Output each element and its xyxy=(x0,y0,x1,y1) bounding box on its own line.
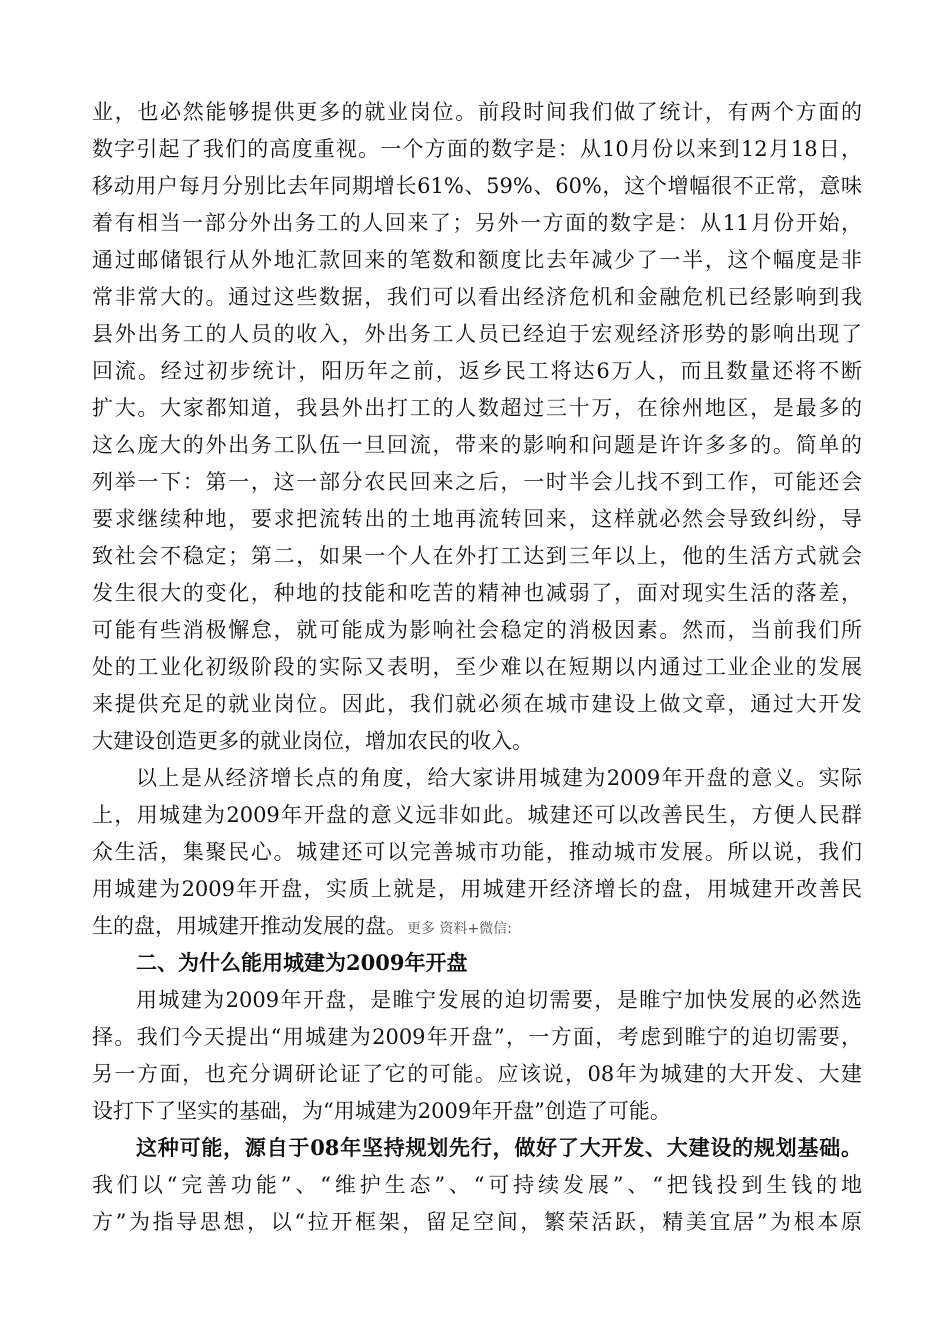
text-line: 通过邮储银行从外地汇款回来的笔数和额度比去年减少了一半，这个幅度是非 xyxy=(92,248,862,272)
text-line: 我们以“完善功能”、“维护生态”、“可持续发展”、“把钱投到生钱的地 xyxy=(92,1173,862,1197)
text-line: 方”为指导思想，以“拉开框架，留足空间，繁荣活跃，精美宜居”为根本原 xyxy=(92,1210,862,1234)
text-line: 常非常大的。通过这些数据，我们可以看出经济危机和金融危机已经影响到我 xyxy=(92,285,862,309)
bold-lead-sentence: 这种可能，源自于08年坚持规划先行，做好了大开发、大建设的规划基础。 xyxy=(136,1135,862,1160)
text-line: 县外出务工的人员的收入，外出务工人员已经迫于宏观经济形势的影响出现了 xyxy=(92,322,862,346)
text-line: 处的工业化初级阶段的实际又表明，至少难以在短期以内通过工业企业的发展 xyxy=(92,655,862,679)
text-line: 设打下了坚实的基础，为“用城建为2009年开盘”创造了可能。 xyxy=(92,1099,671,1123)
text-line: 来提供充足的就业岗位。因此，我们就必须在城市建设上做文章，通过大开发 xyxy=(92,692,862,716)
text-line: 列举一下：第一，这一部分农民回来之后，一时半会儿找不到工作，可能还会 xyxy=(92,470,862,494)
text-line: 这么庞大的外出务工队伍一旦回流，带来的影响和问题是许许多多的。简单的 xyxy=(92,433,862,457)
text-line: 要求继续种地，要求把流转出的土地再流转回来，这样就必然会导致纠纷，导 xyxy=(92,507,862,531)
text-line: 致社会不稳定；第二，如果一个人在外打工达到三年以上，他的生活方式就会 xyxy=(92,544,862,568)
text-line: 择。我们今天提出“用城建为2009年开盘”，一方面，考虑到睢宁的迫切需要， xyxy=(92,1025,862,1049)
text-line: 数字引起了我们的高度重视。一个方面的数字是：从10月份以来到12月18日， xyxy=(92,137,862,161)
text-line: 业，也必然能够提供更多的就业岗位。前段时间我们做了统计，有两个方面的 xyxy=(92,100,862,124)
text-line: 用城建为2009年开盘，实质上就是，用城建开经济增长的盘，用城建开改善民 xyxy=(92,877,862,901)
text-line: 着有相当一部分外出务工的人回来了；另外一方面的数字是：从11月份开始， xyxy=(92,211,862,235)
text-line: 用城建为2009年开盘，是睢宁发展的迫切需要，是睢宁加快发展的必然选 xyxy=(136,988,862,1012)
text-line: 发生很大的变化，种地的技能和吃苦的精神也减弱了，面对现实生活的落差， xyxy=(92,581,862,605)
text-line: 大建设创造更多的就业岗位，增加农民的收入。 xyxy=(92,729,533,753)
text-line-with-note xyxy=(92,911,862,944)
text-line: 另一方面，也充分调研论证了它的可能。应该说，08年为城建的大开发、大建 xyxy=(92,1062,862,1086)
text-line: 扩大。大家都知道，我县外出打工的人数超过三十万，在徐州地区，是最多的 xyxy=(92,396,862,420)
text-line: 以上是从经济增长点的角度，给大家讲用城建为2009年开盘的意义。实际 xyxy=(136,766,862,790)
text-line: 移动用户每月分别比去年同期增长61%、59%、60%，这个增幅很不正常，意味 xyxy=(92,174,862,198)
section-heading: 二、为什么能用城建为2009年开盘 xyxy=(136,950,468,975)
text-line: 生的盘，用城建开推动发展的盘。 xyxy=(92,914,407,938)
text-line: 众生活，集聚民心。城建还可以完善城市功能，推动城市发展。所以说，我们 xyxy=(92,840,862,864)
text-line: 可能有些消极懈怠，就可能成为影响社会稳定的消极因素。然而，当前我们所 xyxy=(92,618,862,642)
text-line: 上，用城建为2009年开盘的意义远非如此。城建还可以改善民生，方便人民群 xyxy=(92,803,862,827)
text-line: 回流。经过初步统计，阳历年之前，返乡民工将达6万人，而且数量还将不断 xyxy=(92,359,862,383)
footnote-ad: 更多 资料+微信: xyxy=(407,921,512,937)
